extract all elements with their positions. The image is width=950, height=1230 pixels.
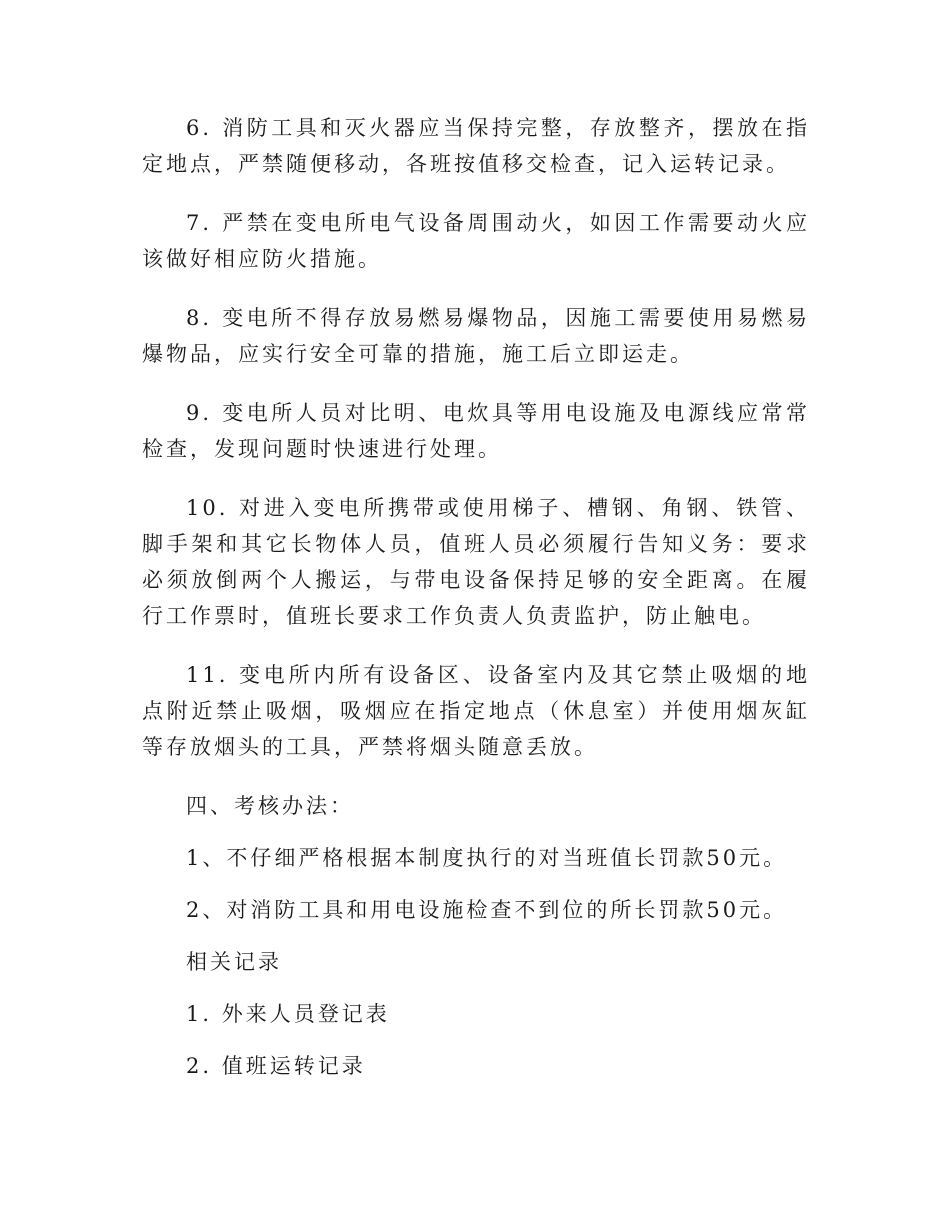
related-record-1: 1. 外来人员登记表 (186, 1002, 390, 1026)
assessment-rule-2: 2、对消防工具和用电设施检查不到位的所长罚款50元。 (186, 898, 788, 922)
paragraph-item-8: 8. 变电所不得存放易燃易爆物品，因施工需要使用易燃易爆物品，应实行安全可靠的措施，施工后立即运走。 (142, 306, 810, 366)
paragraph-item-7: 7. 严禁在变电所电气设备周围动火，如因工作需要动火应该做好相应防火措施。 (142, 211, 810, 271)
document-body (142, 110, 810, 1100)
section-heading-assessment: 四、考核办法： (186, 794, 354, 818)
paragraph-item-10: 10. 对进入变电所携带或使用梯子、槽钢、角钢、铁管、脚手架和其它长物体人员，值班人员必须履行告知义务：要求必须放倒两个人搬运，与带电设备保持足够的安全距离。在履行工作票时，值班长要求工作负责人负责监护，防止触电。 (142, 496, 810, 628)
paragraph-item-9: 9. 变电所人员对比明、电炊具等用电设施及电源线应常常检查，发现问题时快速进行处理。 (142, 401, 810, 461)
assessment-rule-1: 1、不仔细严格根据本制度执行的对当班值长罚款50元。 (186, 846, 788, 870)
related-record-2: 2. 值班运转记录 (186, 1054, 366, 1078)
related-records-heading: 相关记录 (186, 950, 282, 974)
paragraph-item-6: 6. 消防工具和灭火器应当保持完整，存放整齐，摆放在指定地点，严禁随便移动，各班按值移交检查，记入运转记录。 (142, 116, 810, 176)
paragraph-item-11: 11. 变电所内所有设备区、设备室内及其它禁止吸烟的地点附近禁止吸烟，吸烟应在指定地点（休息室）并使用烟灰缸等存放烟头的工具，严禁将烟头随意丢放。 (142, 663, 810, 759)
